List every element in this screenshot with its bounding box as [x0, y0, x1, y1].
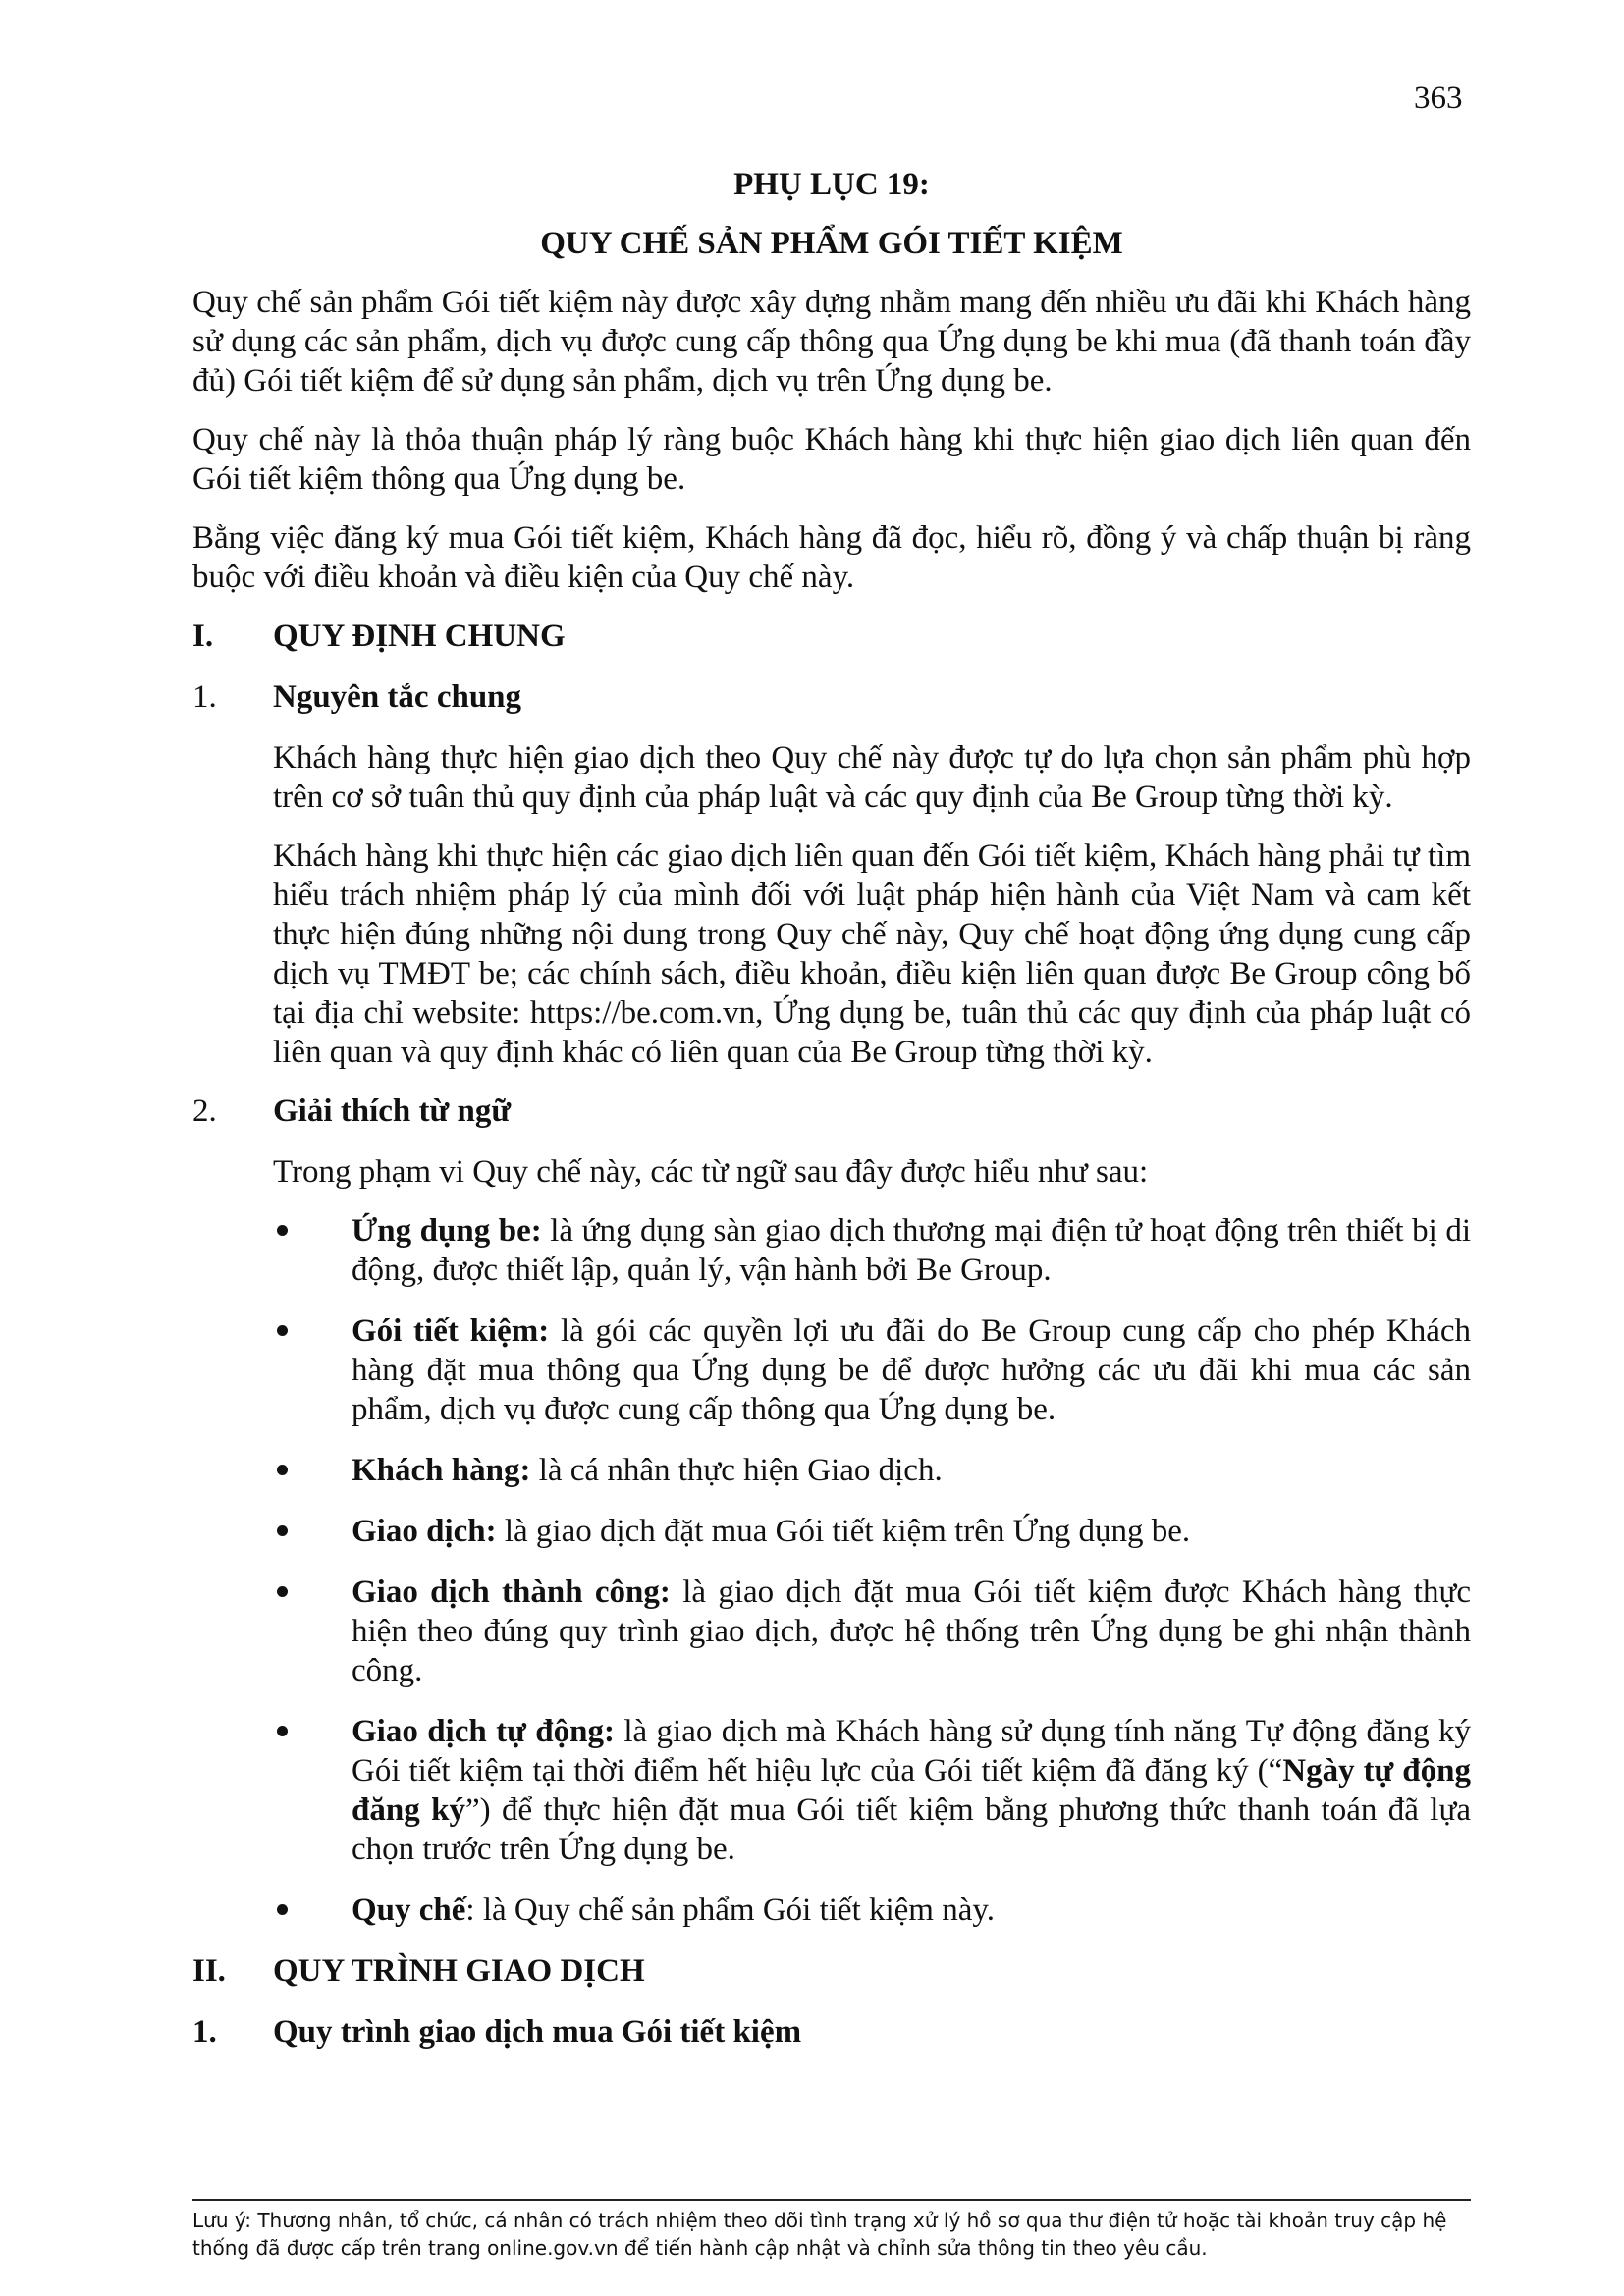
subsection-heading-principles	[192, 677, 1471, 717]
document-body	[192, 165, 1471, 2073]
definitions-lead	[273, 1152, 1471, 1192]
section-number: II.	[192, 1953, 226, 1989]
list-item	[273, 1512, 1471, 1551]
intro-paragraph: Quy chế này là thỏa thuận pháp lý ràng buộc Khách hàng khi thực hiện giao dịch liên quan đến Gói tiết kiệm thông qua Ứng dụng be.	[192, 422, 1471, 497]
definition-term: Ứng dụng be:	[352, 1213, 542, 1249]
section-heading-process	[192, 1951, 1471, 1991]
definition-text	[352, 1451, 1471, 1490]
definition-body: là giao dịch đặt mua Gói tiết kiệm trên Ứng dụng be.	[496, 1514, 1191, 1549]
section-number: I.	[192, 618, 214, 654]
definition-text	[352, 1712, 1471, 1869]
subsection-title: Nguyên tắc chung	[273, 679, 522, 715]
intro-paragraph: Quy chế sản phẩm Gói tiết kiệm này được xây dựng nhằm mang đến nhiều ưu đãi khi Khách hàng sử dụng các sản phẩm, dịch vụ được cung cấp thông qua Ứng dụng be khi mua (đã thanh toán đầy đủ) Gói tiết kiệm để sử dụng sản phẩm, dịch vụ trên Ứng dụng be.	[192, 285, 1471, 399]
definition-term: Gói tiết kiệm:	[352, 1313, 550, 1349]
definition-text	[352, 1211, 1471, 1290]
definition-term: Giao dịch tự động:	[352, 1714, 615, 1749]
bullet-icon	[273, 1891, 352, 1930]
subsection-title: Quy trình giao dịch mua Gói tiết kiệm	[273, 2014, 802, 2050]
body-paragraph: Khách hàng khi thực hiện các giao dịch liên quan đến Gói tiết kiệm, Khách hàng phải tự tìm hiểu trách nhiệm pháp lý của mình đối với luật pháp hiện hành của Việt Nam và cam kết thực hiện đúng những nội dung trong Quy chế này, Quy chế hoạt động ứng dụng cung cấp dịch vụ TMĐT be; các chính sách, điều khoản, điều kiện liên quan được Be Group công bố tại địa chỉ website: https://be.com.vn, Ứng dụng be, tuân thủ các quy định của pháp luật có liên quan và quy định khác có liên quan của Be Group từng thời kỳ.	[273, 838, 1471, 1070]
subsection-number: 1.	[192, 679, 217, 715]
footer-note: Lưu ý: Thương nhân, tổ chức, cá nhân có trách nhiệm theo dõi tình trạng xử lý hồ sơ qua thư điện tử hoặc tài khoản truy cập hệ thống đã được cấp trên trang online.gov.vn để tiến hành cập nhật và chỉnh sửa thông tin theo yêu cầu.	[192, 2209, 1447, 2260]
definition-body: ”) để thực hiện đặt mua Gói tiết kiệm bằng phương thức thanh toán đã lựa chọn trước trên Ứng dụng be.	[352, 1792, 1471, 1867]
body-paragraph: Khách hàng thực hiện giao dịch theo Quy chế này được tự do lựa chọn sản phẩm phù hợp trên cơ sở tuân thủ quy định của pháp luật và các quy định của Be Group từng thời kỳ.	[273, 740, 1471, 815]
definition-text	[352, 1311, 1471, 1429]
bullet-icon	[273, 1311, 352, 1429]
list-item	[273, 1573, 1471, 1690]
principles-body	[273, 738, 1471, 1072]
definition-body: là giao dịch mà Khách hàng sử dụng tính năng Tự động đăng ký Gói tiết kiệm tại thời điểm hết hiệu lực của Gói tiết kiệm đã đăng ký (“	[352, 1714, 1471, 1789]
definition-term: Giao dịch:	[352, 1514, 497, 1549]
definition-body: là ứng dụng sàn giao dịch thương mại điện tử hoạt động trên thiết bị di động, được thiết lập, quản lý, vận hành bởi Be Group.	[352, 1213, 1471, 1288]
bullet-icon	[273, 1512, 352, 1551]
subsection-heading-definitions	[192, 1092, 1471, 1131]
appendix-title: PHỤ LỤC 19:	[733, 167, 930, 202]
section-title: QUY TRÌNH GIAO DỊCH	[273, 1953, 645, 1989]
list-item	[273, 1451, 1471, 1490]
definition-body: là giao dịch đặt mua Gói tiết kiệm được Khách hàng thực hiện theo đúng quy trình giao dịch, được hệ thống trên Ứng dụng be ghi nhận thành công.	[352, 1575, 1471, 1688]
definitions-list	[273, 1211, 1471, 1930]
bullet-icon	[273, 1211, 352, 1290]
bullet-icon	[273, 1573, 352, 1690]
list-item	[273, 1891, 1471, 1930]
definition-body: là gói các quyền lợi ưu đãi do Be Group cung cấp cho phép Khách hàng đặt mua thông qua Ứng dụng be để được hưởng các ưu đãi khi mua các sản phẩm, dịch vụ được cung cấp thông qua Ứng dụng be.	[352, 1313, 1471, 1427]
definition-emphasis: Ngày tự động đăng ký	[352, 1753, 1471, 1828]
footer-divider	[192, 2199, 1471, 2201]
section-title: QUY ĐỊNH CHUNG	[273, 618, 566, 654]
definition-term: Khách hàng:	[352, 1453, 531, 1488]
definition-term: Giao dịch thành công:	[352, 1575, 671, 1610]
subsection-title: Giải thích từ ngữ	[273, 1094, 512, 1129]
bullet-icon	[273, 1451, 352, 1490]
intro-paragraph: Bằng việc đăng ký mua Gói tiết kiệm, Khách hàng đã đọc, hiểu rõ, đồng ý và chấp thuận bị ràng buộc với điều khoản và điều kiện của Quy chế này.	[192, 520, 1471, 595]
definition-text	[352, 1512, 1471, 1551]
list-item	[273, 1712, 1471, 1869]
intro-section	[192, 283, 1471, 597]
body-paragraph: Trong phạm vi Quy chế này, các từ ngữ sau đây được hiểu như sau:	[273, 1154, 1149, 1190]
definition-term: Quy chế	[352, 1893, 466, 1928]
subsection-number: 1.	[192, 2014, 217, 2050]
page-number: 363	[1414, 80, 1463, 116]
definition-text	[352, 1891, 1471, 1930]
definition-text	[352, 1573, 1471, 1690]
section-heading-general	[192, 616, 1471, 656]
list-item	[273, 1311, 1471, 1429]
bullet-icon	[273, 1712, 352, 1869]
subsection-number: 2.	[192, 1094, 217, 1129]
list-item	[273, 1211, 1471, 1290]
regulation-title: QUY CHẾ SẢN PHẨM GÓI TIẾT KIỆM	[540, 226, 1123, 261]
definition-body: là cá nhân thực hiện Giao dịch.	[530, 1453, 943, 1488]
subsection-heading-purchase-process	[192, 2012, 1471, 2052]
definition-body: : là Quy chế sản phẩm Gói tiết kiệm này.	[465, 1893, 995, 1928]
